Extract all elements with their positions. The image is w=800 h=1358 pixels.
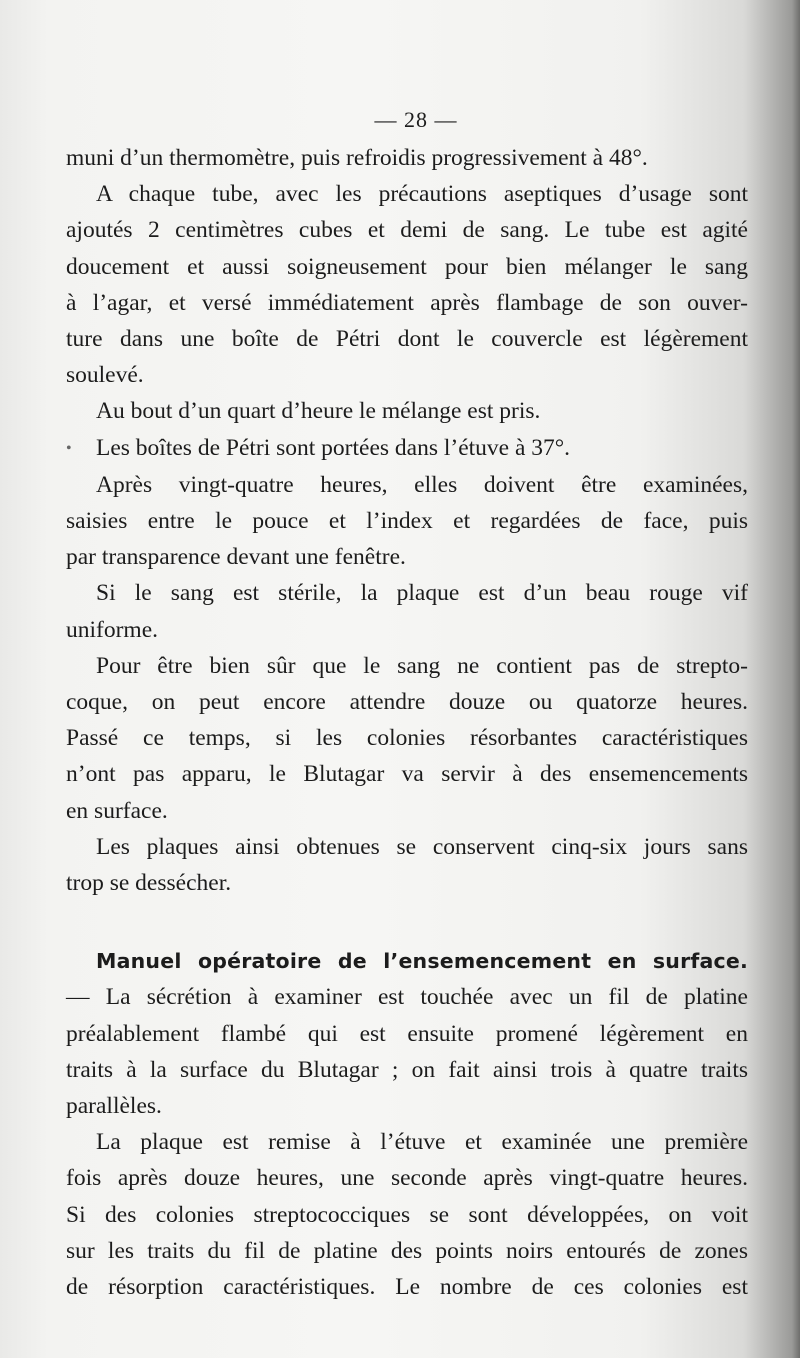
paragraph	[66, 430, 748, 467]
text-line: trop se dessécher.	[66, 870, 232, 897]
paragraph	[66, 1124, 748, 1305]
text-line: uniforme.	[66, 616, 159, 643]
text-line: ajoutés 2 centimètres cubes et demi de sang. Le tube est agité	[66, 217, 748, 244]
text-line: soulevé.	[66, 362, 144, 389]
text-line: ture dans une boîte de Pétri dont le couvercle est légèrement	[66, 326, 748, 353]
text-line: Au bout d’un quart d’heure le mélange est pris.	[96, 398, 541, 425]
text-line: n’ont pas apparu, le Blutagar va servir à des ensemencements	[66, 761, 748, 788]
paragraph	[66, 575, 748, 647]
text-line: en surface.	[66, 797, 168, 824]
text-line: à l’agar, et versé immédiatement après flambage de son ouver-	[66, 289, 748, 316]
text-line: Les plaques ainsi obtenues se conservent cinq-six jours sans	[96, 833, 748, 860]
section-heading: Manuel opératoire de l’ensemencement en surface.	[96, 949, 748, 974]
paragraph	[66, 648, 748, 829]
paragraph	[66, 829, 748, 901]
text-line: coque, on peut encore attendre douze ou quatorze heures.	[66, 689, 748, 716]
page	[66, 100, 748, 1305]
text-line: parallèles.	[66, 1093, 162, 1120]
text-line: Si le sang est stérile, la plaque est d’un beau rouge vif	[96, 580, 748, 607]
text-line	[66, 430, 748, 467]
paragraph	[66, 979, 748, 1124]
paragraph	[66, 467, 748, 576]
text-line-content: Les boîtes de Pétri sont portées dans l’étuve à 37°.	[96, 434, 571, 461]
paragraph	[66, 140, 748, 176]
text-line: Pour être bien sûr que le sang ne contient pas de strepto-	[96, 652, 748, 679]
section-spacer	[66, 901, 748, 943]
page-number: — 28 —	[374, 107, 458, 132]
text-line: Passé ce temps, si les colonies résorbantes caractéristiques	[66, 725, 748, 752]
text-line: Après vingt-quatre heures, elles doivent être examinées,	[96, 471, 748, 498]
text-line: A chaque tube, avec les précautions aseptiques d’usage sont	[96, 181, 748, 208]
text-line: — La sécrétion à examiner est touchée avec un fil de platine	[66, 984, 748, 1011]
text-line: de résorption caractéristiques. Le nombre de ces colonies est	[66, 1274, 748, 1301]
text-line: saisies entre le pouce et l’index et regardées de face, puis	[66, 508, 748, 535]
text-line: doucement et aussi soigneusement pour bien mélanger le sang	[66, 253, 748, 280]
text-line: Si des colonies streptococciques se sont développées, on voit	[66, 1201, 748, 1228]
text-line: sur les traits du fil de platine des points noirs entourés de zones	[66, 1237, 748, 1264]
text-line: traits à la surface du Blutagar ; on fait ainsi trois à quatre traits	[66, 1056, 748, 1083]
body-text	[66, 140, 748, 1305]
text-line: par transparence devant une fenêtre.	[66, 544, 406, 571]
text-line: fois après douze heures, une seconde après vingt-quatre heures.	[66, 1165, 748, 1192]
paragraph	[66, 393, 748, 429]
text-line: La plaque est remise à l’étuve et examinée une première	[96, 1129, 748, 1156]
section	[66, 943, 748, 1305]
bullet-mark: •	[66, 439, 72, 457]
text-line: préalablement flambé qui est ensuite promené légèrement en	[66, 1020, 748, 1047]
text-line: muni d’un thermomètre, puis refroidis progressivement à 48°.	[66, 145, 648, 171]
paragraph	[66, 176, 748, 393]
